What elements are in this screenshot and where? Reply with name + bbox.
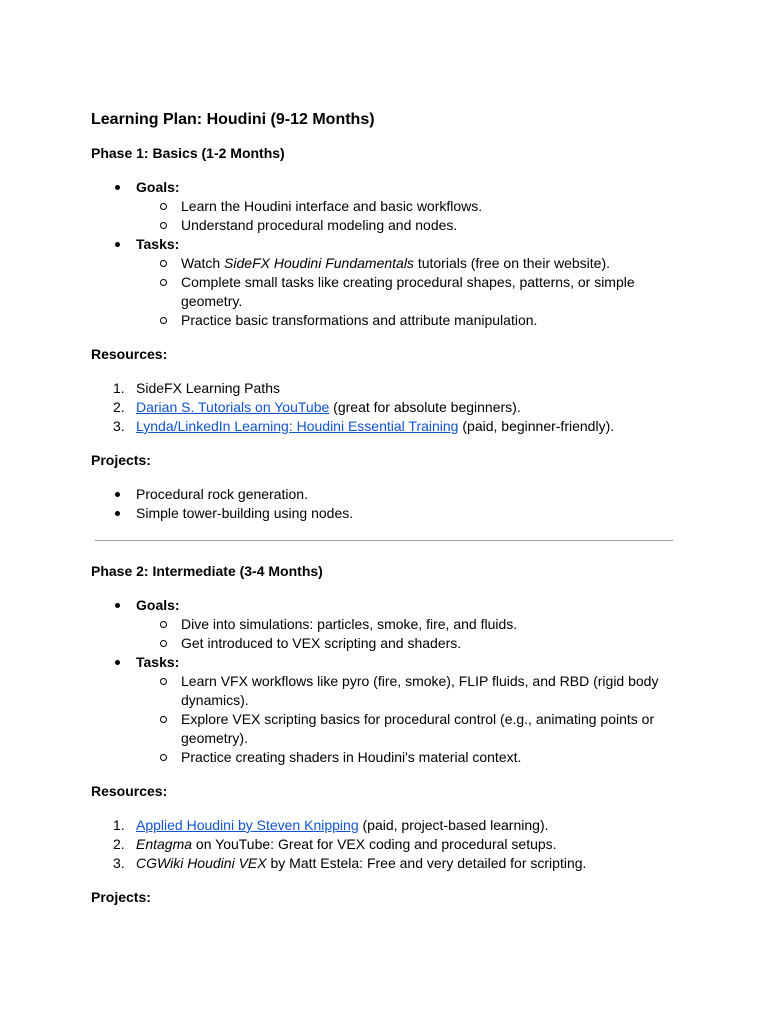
list-item [91, 178, 681, 235]
document-title: Learning Plan: Houdini (9-12 Months) [91, 111, 375, 128]
list-item: Learn the Houdini interface and basic workflows. [136, 197, 681, 216]
darian-tutorials-link[interactable]: Darian S. Tutorials on YouTube [136, 399, 330, 415]
list-item: Practice creating shaders in Houdini's material context. [136, 748, 681, 767]
list-item [91, 235, 681, 330]
list-item: 1. SideFX Learning Paths [113, 380, 280, 396]
phase2-resources-list [91, 816, 681, 873]
projects-heading: Projects: [91, 889, 151, 905]
goals-label: Goals: [136, 179, 180, 195]
list-item: Complete small tasks like creating procedural shapes, patterns, or simple geometry. [136, 273, 681, 311]
list-item: 2. Darian S. Tutorials on YouTube (great for absolute beginners). [113, 399, 521, 415]
list-item: Learn VFX workflows like pyro (fire, smoke), FLIP fluids, and RBD (rigid body dynamics). [136, 672, 681, 710]
phase1-heading: Phase 1: Basics (1-2 Months) [91, 145, 285, 161]
list-item: Watch SideFX Houdini Fundamentals tutorials (free on their website). [136, 254, 681, 273]
list-item: Explore VEX scripting basics for procedural control (e.g., animating points or geometry). [136, 710, 681, 748]
projects-heading: Projects: [91, 452, 151, 468]
document-page [91, 108, 681, 907]
emphasis-text: CGWiki Houdini VEX [136, 855, 267, 871]
applied-houdini-link[interactable]: Applied Houdini by Steven Knipping [136, 817, 359, 833]
resources-heading: Resources: [91, 783, 168, 799]
list-item: 1. Applied Houdini by Steven Knipping (paid, project-based learning). [113, 817, 549, 833]
list-item: Get introduced to VEX scripting and shaders. [136, 634, 681, 653]
list-item: Practice basic transformations and attribute manipulation. [136, 311, 681, 330]
phase1-list [91, 178, 681, 330]
phase2-list [91, 596, 681, 767]
list-item: Dive into simulations: particles, smoke, fire, and fluids. [136, 615, 681, 634]
phase1-resources-list [91, 379, 681, 436]
tasks-label: Tasks: [136, 654, 180, 670]
list-item: 3. Lynda/LinkedIn Learning: Houdini Essential Training (paid, beginner-friendly). [113, 418, 615, 434]
resources-heading: Resources: [91, 346, 168, 362]
phase1-projects-list [91, 485, 681, 523]
list-item: 2. Entagma on YouTube: Great for VEX coding and procedural setups. [113, 836, 557, 852]
list-item: 3. CGWiki Houdini VEX by Matt Estela: Free and very detailed for scripting. [113, 855, 587, 871]
phase2-heading: Phase 2: Intermediate (3-4 Months) [91, 563, 323, 579]
list-item: Simple tower-building using nodes. [91, 504, 681, 523]
tasks-label: Tasks: [136, 236, 180, 252]
list-item [91, 653, 681, 767]
list-item: Procedural rock generation. [91, 485, 681, 504]
emphasis-text: SideFX Houdini Fundamentals [224, 255, 414, 271]
emphasis-text: Entagma [136, 836, 193, 852]
goals-label: Goals: [136, 597, 180, 613]
lynda-training-link[interactable]: Lynda/LinkedIn Learning: Houdini Essential Training [136, 418, 459, 434]
list-item: Understand procedural modeling and nodes. [136, 216, 681, 235]
list-item [91, 596, 681, 653]
